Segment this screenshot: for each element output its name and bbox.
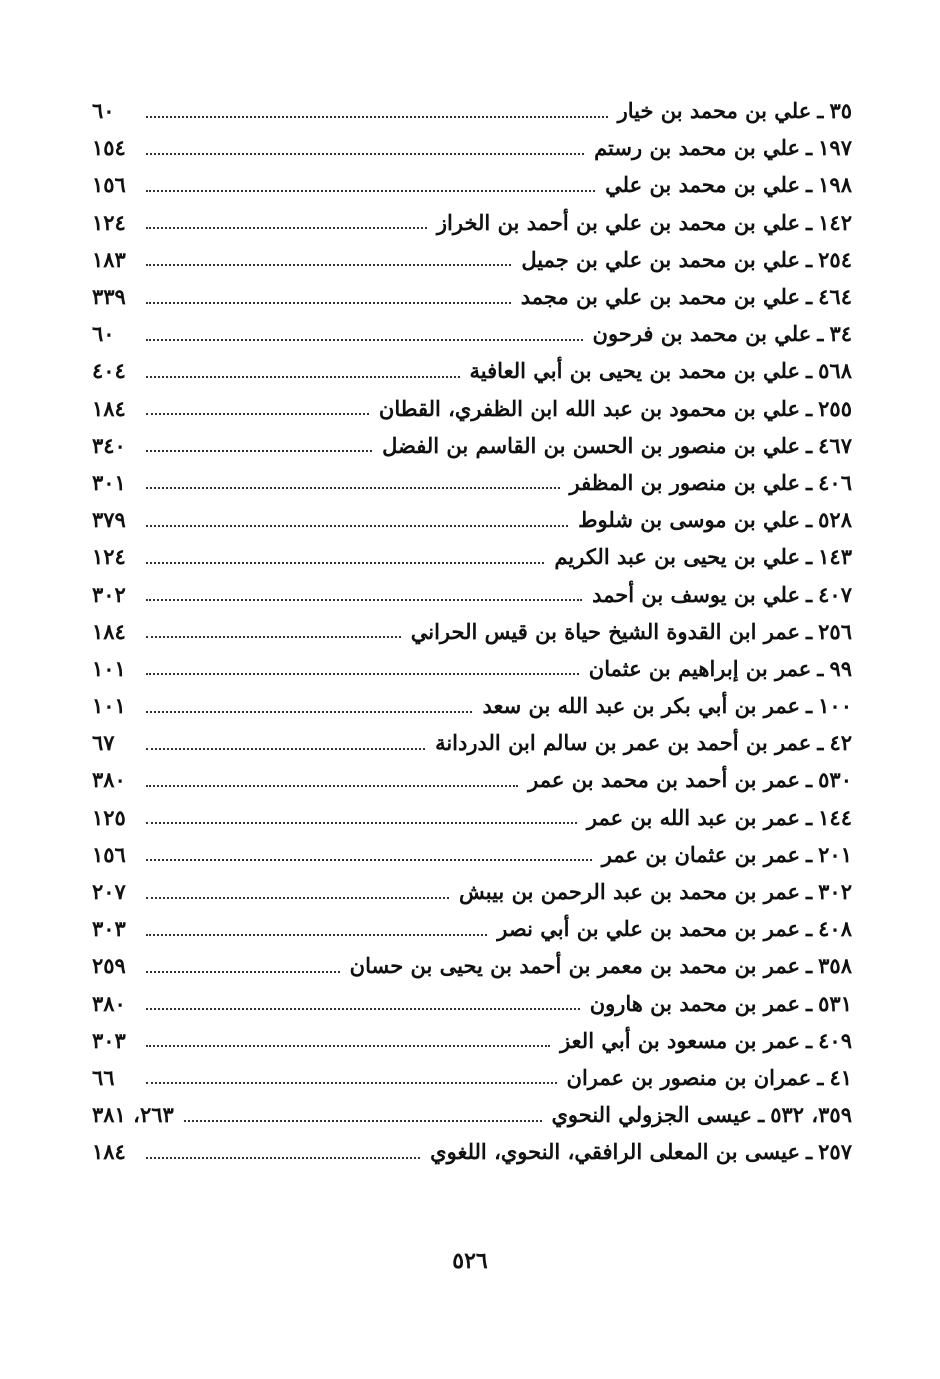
index-entry bbox=[92, 352, 852, 389]
index-entry bbox=[92, 575, 852, 612]
entry-separator: ـ bbox=[806, 246, 813, 272]
dot-leader bbox=[146, 748, 425, 750]
index-entry bbox=[92, 985, 852, 1022]
entry-number: ٥٦٨ bbox=[818, 358, 852, 384]
dot-leader bbox=[146, 1082, 557, 1084]
entry-name: علي بن محمد بن علي بن جميل bbox=[521, 246, 800, 272]
entry-page: ٣٠٢ bbox=[92, 581, 126, 607]
entry-page: ١٢٤ bbox=[92, 209, 126, 235]
entry-number: ٥٣١ bbox=[818, 990, 852, 1016]
dot-leader bbox=[146, 599, 582, 601]
entry-name: علي بن منصور بن المظفر bbox=[569, 469, 800, 495]
entry-page: ٣٤٠ bbox=[92, 432, 126, 458]
index-entry bbox=[92, 427, 852, 464]
dot-leader bbox=[146, 1008, 580, 1010]
entry-name: علي بن محمد بن علي bbox=[605, 172, 800, 198]
index-entry bbox=[92, 1096, 852, 1133]
dot-leader bbox=[146, 785, 518, 787]
index-entry bbox=[92, 724, 852, 761]
entry-number: ٣٤ bbox=[829, 321, 852, 347]
index-entry bbox=[92, 129, 852, 166]
entry-separator: ـ bbox=[806, 544, 813, 570]
dot-leader bbox=[146, 859, 592, 861]
entry-page: ٣٣٩ bbox=[92, 284, 126, 310]
entry-number: ٢٥٧ bbox=[818, 1139, 852, 1165]
entry-separator: ـ bbox=[806, 284, 813, 310]
entry-name: عمر بن عبد الله بن عمر bbox=[586, 804, 800, 830]
entry-page: ١٨٤ bbox=[92, 395, 126, 421]
entry-page: ١٠١ bbox=[92, 655, 126, 681]
entry-number: ٤٢ bbox=[829, 730, 852, 756]
dot-leader bbox=[184, 1120, 542, 1122]
entry-separator: ـ bbox=[806, 469, 813, 495]
entry-separator: ـ bbox=[817, 655, 824, 681]
entry-page: ٣٠٣ bbox=[92, 1027, 126, 1053]
dot-leader bbox=[146, 673, 579, 675]
entry-page: ١٨٤ bbox=[92, 618, 126, 644]
entry-name: علي بن محمد بن علي بن أحمد بن الخراز bbox=[436, 209, 800, 235]
entry-name: عمر بن محمد بن عبد الرحمن بن بيبش bbox=[458, 879, 800, 905]
entry-number: ٢٥٥ bbox=[818, 395, 852, 421]
entry-page: ٣٨٠ bbox=[92, 767, 126, 793]
entry-page: ١٢٤ bbox=[92, 544, 126, 570]
index-entry bbox=[92, 761, 852, 798]
entry-name: عمر بن محمد بن هارون bbox=[589, 990, 800, 1016]
index-entry bbox=[92, 650, 852, 687]
entry-number: ٣٥٩، ٥٣٢ bbox=[770, 1102, 852, 1128]
dot-leader bbox=[146, 1157, 420, 1159]
entry-name: علي بن محمد بن علي بن مجمد bbox=[520, 284, 800, 310]
index-entry bbox=[92, 204, 852, 241]
entry-separator: ـ bbox=[806, 693, 813, 719]
index-entry bbox=[92, 799, 852, 836]
entry-page: ١٥٦ bbox=[92, 841, 126, 867]
entry-number: ٩٩ bbox=[829, 655, 852, 681]
entry-name: عيسى بن المعلى الرافقي، النحوي، اللغوي bbox=[430, 1139, 800, 1165]
entry-page: ١٨٣ bbox=[92, 246, 126, 272]
entry-number: ٣٥ bbox=[829, 98, 852, 124]
index-entry bbox=[92, 1133, 852, 1170]
index-entry bbox=[92, 92, 852, 129]
entry-page: ١٢٥ bbox=[92, 804, 126, 830]
index-entry bbox=[92, 241, 852, 278]
index-list bbox=[92, 92, 852, 1170]
dot-leader bbox=[146, 562, 544, 564]
entry-page: ٢٠٧ bbox=[92, 879, 126, 905]
entry-number: ٥٢٨ bbox=[818, 507, 852, 533]
dot-leader bbox=[146, 934, 487, 936]
entry-separator: ـ bbox=[806, 1139, 813, 1165]
entry-page: ٣٠٣ bbox=[92, 916, 126, 942]
entry-page: ٣٨٠ bbox=[92, 990, 126, 1016]
dot-leader bbox=[146, 897, 449, 899]
dot-leader bbox=[146, 116, 608, 118]
entry-name: علي بن موسى بن شلوط bbox=[578, 507, 800, 533]
dot-leader bbox=[146, 413, 369, 415]
dot-leader bbox=[146, 153, 584, 155]
entry-separator: ـ bbox=[817, 321, 824, 347]
index-entry bbox=[92, 1022, 852, 1059]
entry-separator: ـ bbox=[806, 395, 813, 421]
entry-number: ٢٥٦ bbox=[818, 618, 852, 644]
entry-separator: ـ bbox=[806, 841, 813, 867]
dot-leader bbox=[146, 971, 340, 973]
entry-number: ١٤٣ bbox=[818, 544, 852, 570]
index-entry bbox=[92, 390, 852, 427]
entry-name: عمر بن محمد بن علي بن أبي نصر bbox=[497, 916, 800, 942]
entry-name: علي بن يوسف بن أحمد bbox=[592, 581, 800, 607]
entry-name: عمر ابن القدوة الشيخ حياة بن قيس الحراني bbox=[410, 618, 800, 644]
entry-separator: ـ bbox=[806, 507, 813, 533]
entry-number: ٣٠٢ bbox=[818, 879, 852, 905]
entry-number: ٤١ bbox=[829, 1064, 852, 1090]
entry-name: عمر بن أحمد بن محمد بن عمر bbox=[528, 767, 800, 793]
index-entry bbox=[92, 501, 852, 538]
dot-leader bbox=[146, 711, 472, 713]
entry-name: علي بن محمد بن خيار bbox=[617, 98, 812, 124]
entry-number: ٤٠٦ bbox=[818, 469, 852, 495]
dot-leader bbox=[146, 339, 583, 341]
index-entry bbox=[92, 464, 852, 501]
entry-name: عمران بن منصور بن عمران bbox=[566, 1064, 812, 1090]
page-number: ٥٢٦ bbox=[452, 1248, 488, 1274]
entry-page: ٦٠ bbox=[92, 98, 115, 124]
entry-name: علي بن محمد بن يحيى بن أبي العافية bbox=[469, 358, 800, 384]
entry-separator: ـ bbox=[806, 916, 813, 942]
entry-name: عمر بن مسعود بن أبي العز bbox=[560, 1027, 800, 1053]
dot-leader bbox=[146, 525, 568, 527]
entry-name: عيسى الجزولي النحوي bbox=[551, 1102, 753, 1128]
entry-page: ٢٦٣، ٣٨١ bbox=[92, 1102, 174, 1128]
index-entry bbox=[92, 613, 852, 650]
entry-number: ٤٠٨ bbox=[818, 916, 852, 942]
dot-leader bbox=[146, 1045, 550, 1047]
entry-number: ١٩٨ bbox=[818, 172, 852, 198]
entry-number: ٤٦٤ bbox=[818, 284, 852, 310]
dot-leader bbox=[146, 450, 372, 452]
entry-separator: ـ bbox=[806, 804, 813, 830]
entry-number: ١٤٤ bbox=[818, 804, 852, 830]
entry-separator: ـ bbox=[806, 618, 813, 644]
entry-separator: ـ bbox=[758, 1102, 765, 1128]
entry-separator: ـ bbox=[817, 98, 824, 124]
dot-leader bbox=[146, 822, 577, 824]
entry-number: ١٤٢ bbox=[818, 209, 852, 235]
entry-name: علي بن محمد بن فرحون bbox=[592, 321, 812, 347]
entry-separator: ـ bbox=[817, 1064, 824, 1090]
entry-separator: ـ bbox=[806, 581, 813, 607]
entry-separator: ـ bbox=[806, 879, 813, 905]
entry-name: علي بن محمود بن عبد الله ابن الظفري، القطان bbox=[378, 395, 800, 421]
entry-number: ٢٥٤ bbox=[818, 246, 852, 272]
index-entry bbox=[92, 947, 852, 984]
entry-page: ٦٧ bbox=[92, 730, 115, 756]
index-entry bbox=[92, 538, 852, 575]
entry-separator: ـ bbox=[806, 1027, 813, 1053]
entry-name: علي بن يحيى بن عبد الكريم bbox=[554, 544, 800, 570]
entry-separator: ـ bbox=[817, 730, 824, 756]
entry-number: ٤٦٧ bbox=[818, 432, 852, 458]
entry-page: ٦٦ bbox=[92, 1064, 115, 1090]
entry-separator: ـ bbox=[806, 953, 813, 979]
index-entry bbox=[92, 278, 852, 315]
entry-separator: ـ bbox=[806, 209, 813, 235]
entry-separator: ـ bbox=[806, 135, 813, 161]
index-entry bbox=[92, 315, 852, 352]
dot-leader bbox=[146, 487, 560, 489]
entry-number: ٤٠٩ bbox=[818, 1027, 852, 1053]
entry-separator: ـ bbox=[806, 767, 813, 793]
entry-page: ١٥٤ bbox=[92, 135, 126, 161]
entry-number: ٤٠٧ bbox=[818, 581, 852, 607]
dot-leader bbox=[146, 636, 401, 638]
index-entry bbox=[92, 687, 852, 724]
index-entry bbox=[92, 910, 852, 947]
entry-page: ١٨٤ bbox=[92, 1139, 126, 1165]
entry-page: ٦٠ bbox=[92, 321, 115, 347]
index-entry bbox=[92, 836, 852, 873]
entry-name: علي بن محمد بن رستم bbox=[594, 135, 800, 161]
entry-page: ٢٥٩ bbox=[92, 953, 126, 979]
entry-number: ٥٣٠ bbox=[818, 767, 852, 793]
entry-number: ١٠٠ bbox=[818, 693, 852, 719]
index-entry bbox=[92, 1059, 852, 1096]
dot-leader bbox=[146, 227, 427, 229]
entry-number: ٢٠١ bbox=[818, 841, 852, 867]
dot-leader bbox=[146, 190, 595, 192]
entry-name: عمر بن محمد بن معمر بن أحمد بن يحيى بن حسان bbox=[349, 953, 800, 979]
entry-page: ٣٧٩ bbox=[92, 507, 126, 533]
index-entry bbox=[92, 873, 852, 910]
entry-page: ٤٠٤ bbox=[92, 358, 126, 384]
entry-separator: ـ bbox=[806, 358, 813, 384]
entry-separator: ـ bbox=[806, 990, 813, 1016]
entry-page: ١٥٦ bbox=[92, 172, 126, 198]
dot-leader bbox=[146, 376, 460, 378]
entry-number: ١٩٧ bbox=[818, 135, 852, 161]
entry-separator: ـ bbox=[806, 172, 813, 198]
entry-name: عمر بن إبراهيم بن عثمان bbox=[588, 655, 812, 681]
entry-name: عمر بن أحمد بن عمر بن سالم ابن الدردانة bbox=[435, 730, 812, 756]
entry-separator: ـ bbox=[806, 432, 813, 458]
dot-leader bbox=[146, 264, 511, 266]
entry-page: ٣٠١ bbox=[92, 469, 126, 495]
entry-name: عمر بن عثمان بن عمر bbox=[601, 841, 800, 867]
entry-number: ٣٥٨ bbox=[818, 953, 852, 979]
entry-name: عمر بن أبي بكر بن عبد الله بن سعد bbox=[482, 693, 800, 719]
entry-name: علي بن منصور بن الحسن بن القاسم بن الفضل bbox=[382, 432, 800, 458]
dot-leader bbox=[146, 302, 511, 304]
entry-page: ١٠١ bbox=[92, 693, 126, 719]
index-entry bbox=[92, 166, 852, 203]
